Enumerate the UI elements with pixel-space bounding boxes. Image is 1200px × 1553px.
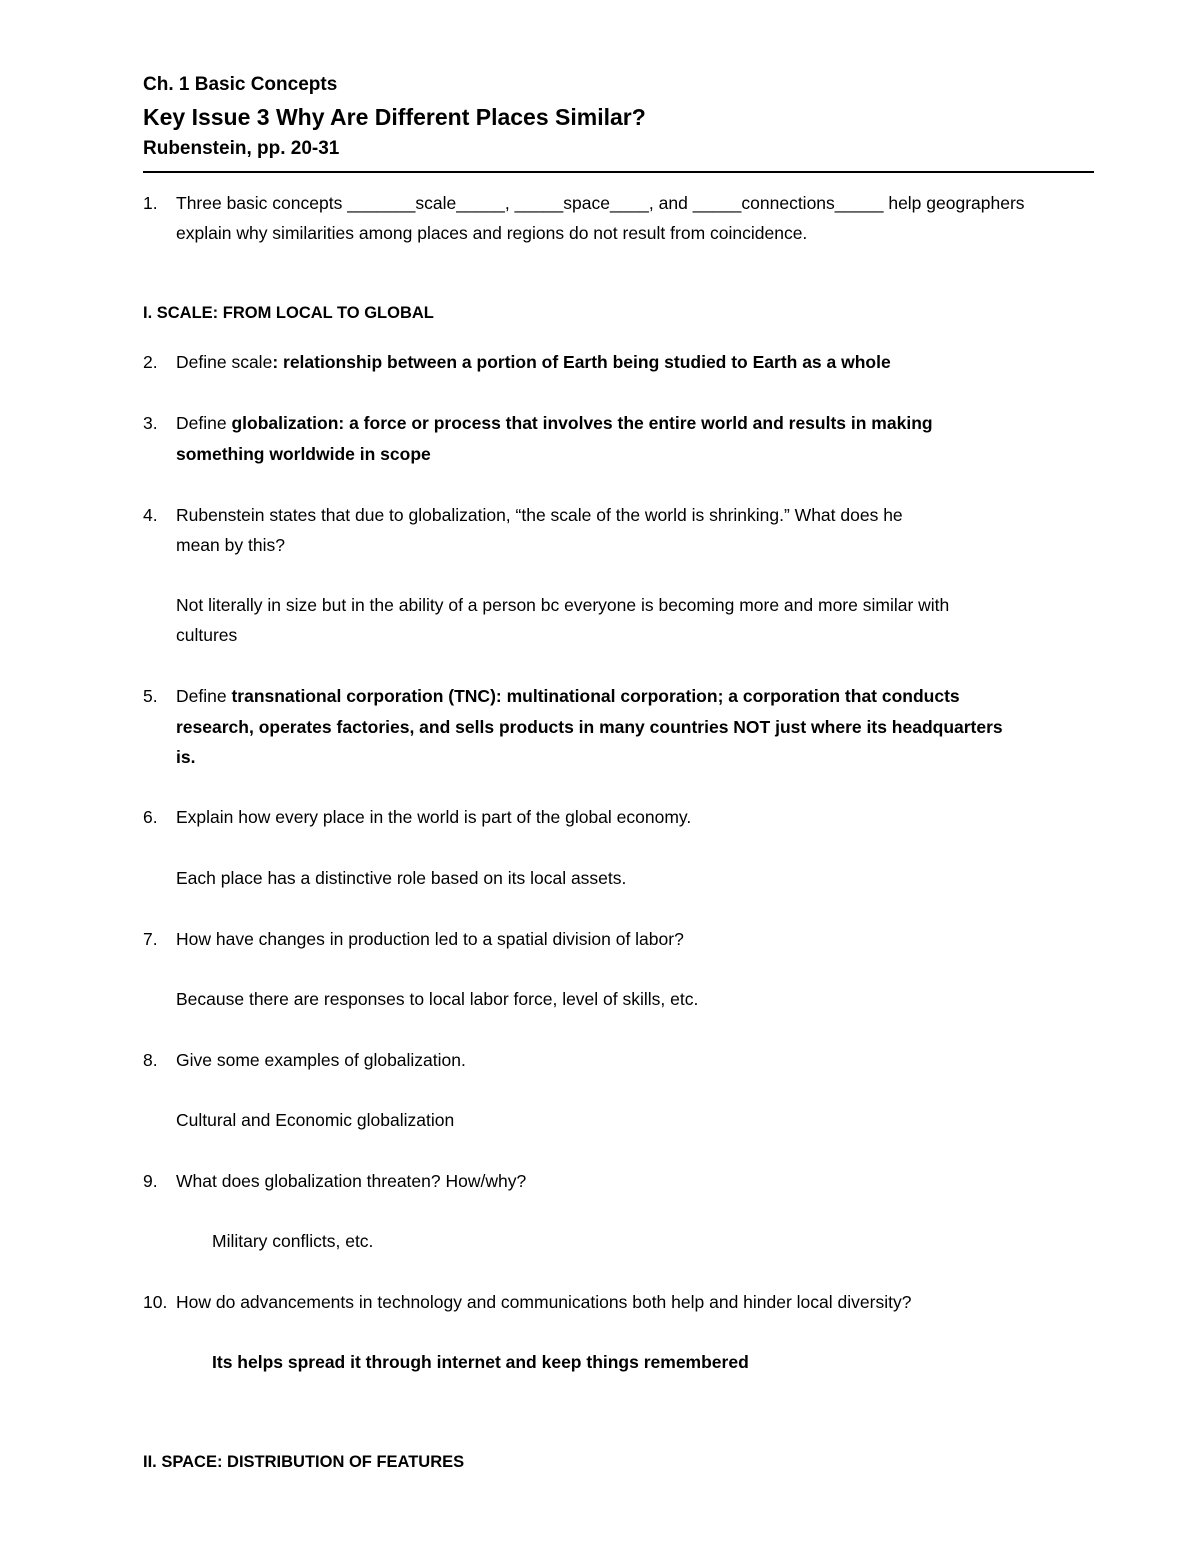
q5-answer-3: is. <box>176 747 196 767</box>
q1-blank-2a: _____ <box>514 193 564 213</box>
q1-and: , and <box>648 193 693 213</box>
q8-question: Give some examples of globalization. <box>176 1050 466 1070</box>
q1-number: 1. <box>143 193 158 213</box>
q5-answer-1: transnational corporation (TNC): multinational corporation; a corporation that conducts <box>231 686 960 706</box>
q4-line1: Rubenstein states that due to globalization, “the scale of the world is shrinking.” What does he <box>176 505 903 525</box>
q10-answer: Its helps spread it through internet and keep things remembered <box>212 1352 749 1372</box>
q2-number: 2. <box>143 352 158 372</box>
q1-answer-space: space <box>563 193 610 213</box>
q1-blank-1b: _____ <box>456 193 505 213</box>
q8-number: 8. <box>143 1050 158 1070</box>
q9-number: 9. <box>143 1171 158 1191</box>
q10-number: 10. <box>143 1292 168 1312</box>
q7-number: 7. <box>143 929 158 949</box>
q1-line2: explain why similarities among places and regions do not result from coincidence. <box>176 223 808 243</box>
q3-line1 <box>176 411 933 435</box>
q3-number: 3. <box>143 413 158 433</box>
q3-answer-1: globalization: a force or process that involves the entire world and results in making <box>231 413 933 433</box>
q9-question: What does globalization threaten? How/why? <box>176 1171 527 1191</box>
key-issue-title: Key Issue 3 Why Are Different Places Similar? <box>143 104 646 130</box>
q1-answer-scale: scale <box>415 193 457 213</box>
source-reference: Rubenstein, pp. 20-31 <box>143 138 340 159</box>
q7-question: How have changes in production led to a spatial division of labor? <box>176 929 684 949</box>
q5-prefix: Define <box>176 686 232 706</box>
q1-line1 <box>176 191 1025 215</box>
q5-answer-2: research, operates factories, and sells products in many countries NOT just where its headquarters <box>176 717 1003 737</box>
section-2-heading: II. SPACE: DISTRIBUTION OF FEATURES <box>143 1453 465 1471</box>
q4-number: 4. <box>143 505 158 525</box>
q5-line1 <box>176 684 960 708</box>
q1-lead: Three basic concepts <box>176 193 348 213</box>
q4-answer-1: Not literally in size but in the ability of a person bc everyone is becoming more and more similar with <box>176 595 950 615</box>
q2-answer: : relationship between a portion of Earth being studied to Earth as a whole <box>272 352 891 372</box>
q4-line2: mean by this? <box>176 535 285 555</box>
q1-tail: help geographers <box>883 193 1025 213</box>
q1-comma: , <box>504 193 515 213</box>
q5-number: 5. <box>143 686 158 706</box>
q10-question: How do advancements in technology and communications both help and hinder local diversity? <box>176 1292 912 1312</box>
chapter-heading: Ch. 1 Basic Concepts <box>143 74 338 95</box>
q8-answer: Cultural and Economic globalization <box>176 1110 455 1130</box>
q6-question: Explain how every place in the world is part of the global economy. <box>176 807 692 827</box>
q1-blank-2b: ____ <box>609 193 649 213</box>
q6-number: 6. <box>143 807 158 827</box>
q1-blank-3b: _____ <box>834 193 884 213</box>
section-1-heading: I. SCALE: FROM LOCAL TO GLOBAL <box>143 304 434 322</box>
q1-blank-3a: _____ <box>692 193 742 213</box>
q3-prefix: Define <box>176 413 232 433</box>
q3-answer-2: something worldwide in scope <box>176 444 431 464</box>
q2-prefix: Define scale <box>176 352 273 372</box>
q1-answer-connections: connections <box>741 193 835 213</box>
q9-answer: Military conflicts, etc. <box>212 1231 374 1251</box>
q4-answer-2: cultures <box>176 625 238 645</box>
q6-answer: Each place has a distinctive role based on its local assets. <box>176 868 627 888</box>
q7-answer: Because there are responses to local labor force, level of skills, etc. <box>176 989 699 1009</box>
header-divider <box>143 171 1094 173</box>
q2-line <box>176 350 891 374</box>
q1-blank-1a: _______ <box>347 193 416 213</box>
